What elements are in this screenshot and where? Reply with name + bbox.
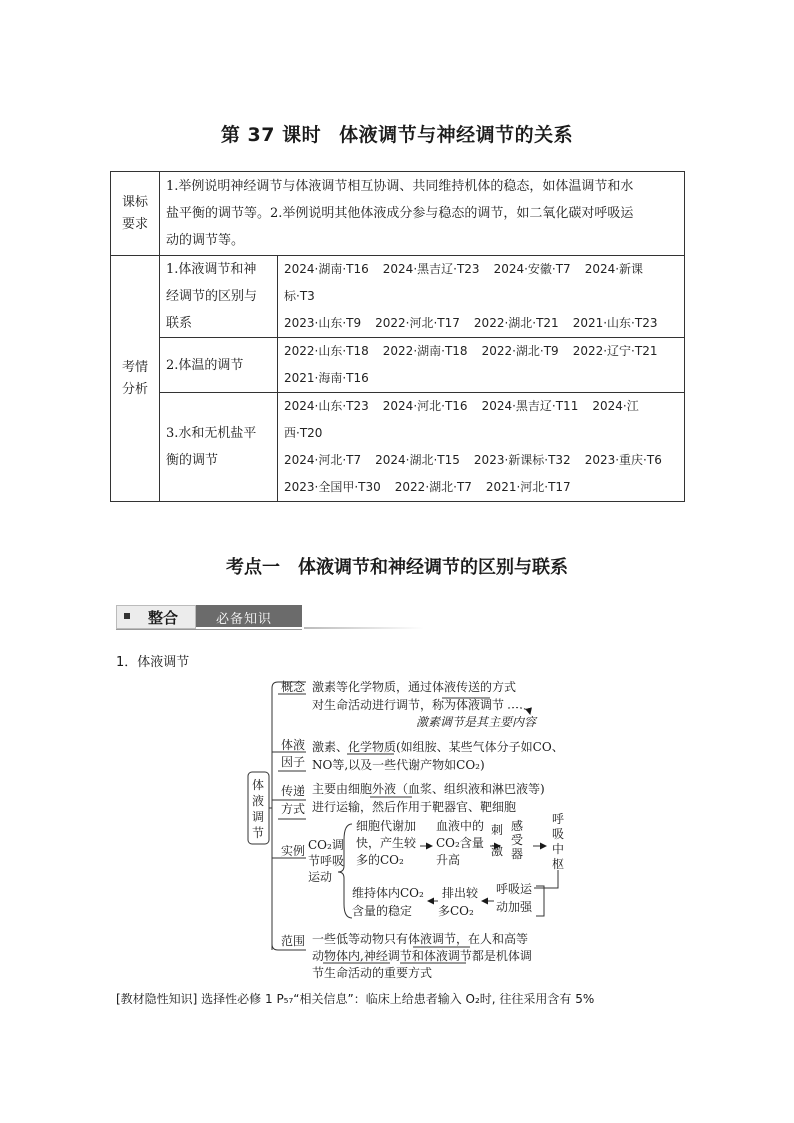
banner-label-integrate: 整合 [148, 609, 179, 627]
svg-text:对生命活动进行调节，称为体液调节: 对生命活动进行调节，称为体液调节 [312, 698, 505, 712]
lesson-topic: 体液调节与神经调节的关系 [339, 124, 574, 146]
example-step-3: 呼吸运 [496, 882, 533, 896]
example-step-2: 血液中的 [436, 819, 485, 833]
example-label: 实例 [281, 844, 306, 858]
svg-text:中: 中 [552, 842, 565, 856]
scope-label: 范围 [281, 934, 306, 948]
transport-text: 主要由细胞外液（血浆、组织液和淋巴液等) [312, 782, 545, 796]
item-heading: 1．体液调节 [116, 655, 190, 670]
svg-text:节: 节 [251, 826, 265, 840]
svg-text:升高: 升高 [436, 853, 461, 867]
concept-text: 激素等化学物质，通过体液传送的方式 [312, 680, 517, 694]
receptor-label: 感 [511, 819, 524, 833]
factor-label: 体液 [281, 738, 306, 752]
svg-text:调: 调 [251, 810, 265, 824]
exam-list: 2024·湖南·T16 2024·黑吉辽·T23 2024·安徽·T7 2024·新课 标·T3 2023·山东·T9 2022·河北·T17 2022·湖北·T21 2021·山东·T23 [278, 256, 685, 338]
section-title: 考点一 体液调节和神经调节的区别与联系 [226, 557, 568, 578]
svg-text:动加强: 动加强 [496, 900, 533, 914]
svg-text:多CO₂: 多CO₂ [438, 904, 474, 918]
topic-cell: 2.体温的调节 [160, 338, 278, 393]
svg-text:节生命活动的重要方式: 节生命活动的重要方式 [312, 966, 433, 980]
exam-list: 2022·山东·T18 2022·湖南·T18 2022·湖北·T9 2022·辽宁·T21 2021·海南·T16 [278, 338, 685, 393]
svg-text:枢: 枢 [552, 857, 565, 871]
svg-text:节呼吸: 节呼吸 [308, 854, 345, 868]
svg-text:含量的稳定: 含量的稳定 [352, 904, 413, 918]
root-label: 体 [251, 778, 265, 792]
svg-text:动物体内,神经调节和体液调节都是机体调: 动物体内,神经调节和体液调节都是机体调 [312, 949, 532, 963]
lesson-number: 第 37 课时 [220, 124, 322, 146]
stimulus-label: 刺 [491, 823, 504, 837]
svg-text:器: 器 [511, 847, 524, 861]
example-step-4: 排出较 [442, 886, 479, 900]
svg-text:受: 受 [511, 833, 524, 847]
concept-label: 概念 [281, 680, 306, 694]
svg-text:因子: 因子 [281, 755, 306, 769]
exam-list: 2024·山东·T23 2024·河北·T16 2024·黑吉辽·T11 2024·江 西·T20 2024·河北·T7 2024·湖北·T15 2023·新课标·T32 2023·重庆·T6 2023·全国甲·T30 2022·湖北·T7 2021·河北·T17 [278, 393, 685, 502]
concept-note: 激素调节是其主要内容 [416, 715, 537, 729]
svg-text:方式: 方式 [281, 802, 306, 816]
respiratory-center-label: 呼 [552, 812, 565, 826]
svg-text:吸: 吸 [552, 827, 565, 841]
banner-label-knowledge: 必备知识 [216, 612, 273, 627]
svg-text:NO等,以及一些代谢产物如CO₂): NO等,以及一些代谢产物如CO₂) [312, 758, 485, 772]
kebiao-text: 1.举例说明神经调节与体液调节相互协调、共同维持机体的稳态，如体温调节和水 盐平衡的调节等。2.举例说明其他体液成分参与稳态的调节，如二氧化碳对呼吸运 动的调节等。 [160, 172, 685, 256]
svg-text:运动: 运动 [308, 870, 333, 884]
kebiao-header: 课标 要求 [111, 172, 160, 256]
svg-text:快，产生较: 快，产生较 [356, 836, 417, 850]
example-title: CO₂调 [308, 838, 344, 852]
topic-cell: 3.水和无机盐平 衡的调节 [160, 393, 278, 502]
example-step-5: 维持体内CO₂ [352, 886, 424, 900]
example-step-1: 细胞代谢加 [356, 819, 417, 833]
topic-cell: 1.体液调节和神 经调节的区别与 联系 [160, 256, 278, 338]
svg-text:进行运输，然后作用于靶器官、靶细胞: 进行运输，然后作用于靶器官、靶细胞 [312, 800, 517, 814]
scope-text: 一些低等动物只有体液调节，在人和高等 [312, 932, 529, 946]
kaoqing-header: 考情 分析 [111, 256, 160, 502]
svg-text:激: 激 [491, 844, 504, 858]
textbook-hidden-knowledge-note: [教材隐性知识] 选择性必修 1 P₅₇“相关信息”：临床上给患者输入 O₂时, 往往采用含有 5% [116, 992, 595, 1006]
svg-text:液: 液 [251, 794, 265, 808]
svg-text:CO₂含量: CO₂含量 [436, 836, 484, 850]
factor-text: 激素、化学物质(如组胺、某些气体分子如CO、 [312, 740, 564, 754]
transport-label: 传递 [281, 784, 306, 798]
svg-text:多的CO₂: 多的CO₂ [356, 853, 404, 867]
